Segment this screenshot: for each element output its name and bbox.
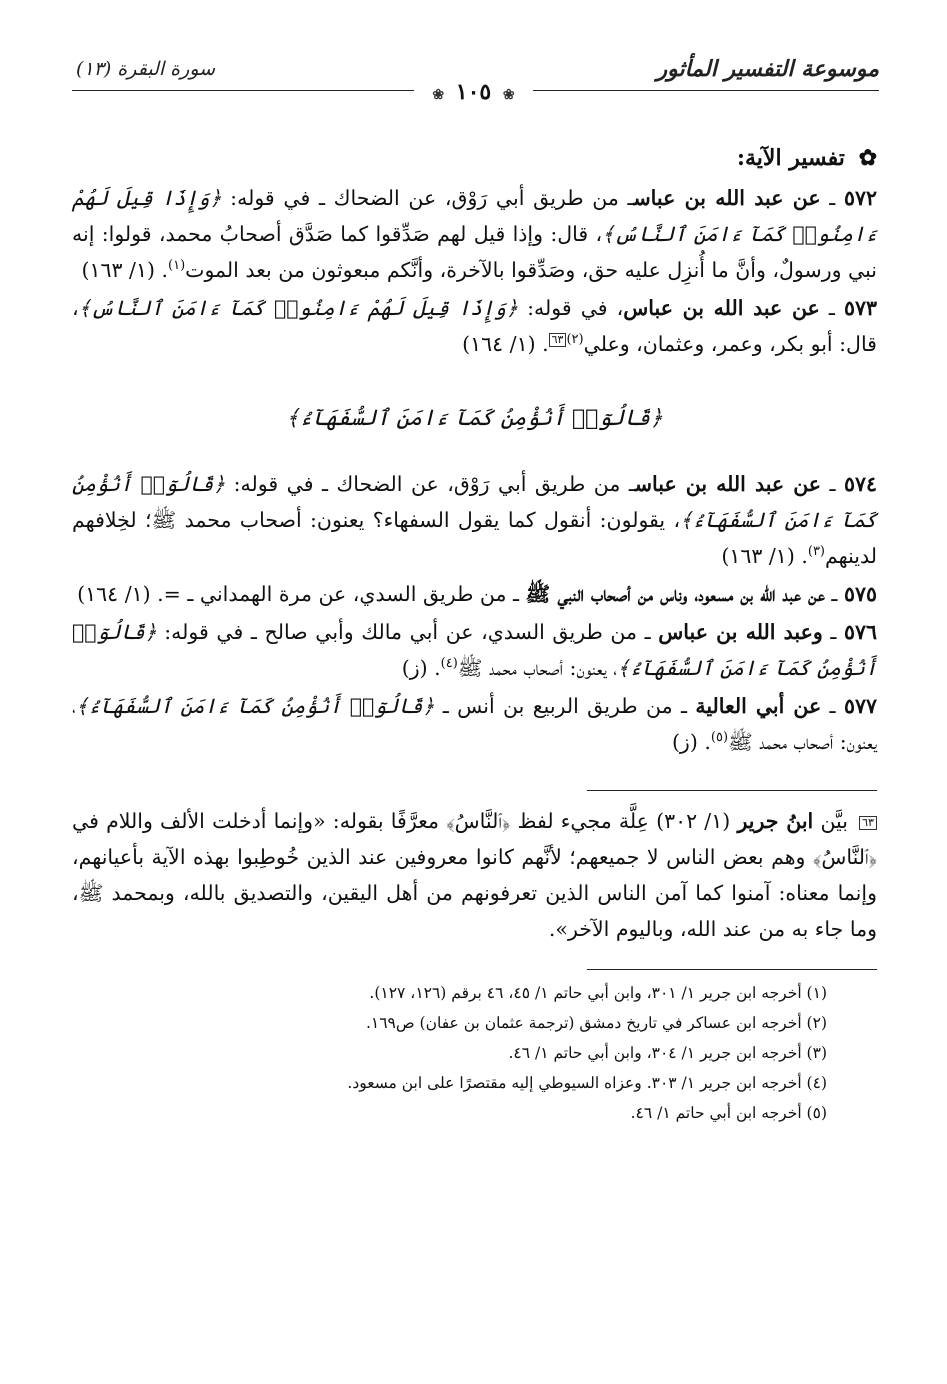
entry-text: ـ من طريق أبي رَوْق، عن الضحاك ـ في قوله: xyxy=(221,186,634,210)
entry-dash: ـ xyxy=(821,694,844,718)
footnote-ref: (٣) xyxy=(807,544,825,560)
footnote: (٢) أخرجه ابن عساكر في تاريخ دمشق (ترجمة عثمان بن عفان) ص١٦٩. xyxy=(365,1014,827,1032)
entry-text: ـ من طريق السدي، عن مرة الهمداني ـ = xyxy=(163,582,526,606)
surah-label: سورة البقرة (١٣) xyxy=(76,58,216,80)
note-number-box: ٦٣ xyxy=(549,333,567,347)
entry-dash: ـ xyxy=(820,186,844,210)
book-title: موسوعة التفسير المأثور xyxy=(656,56,879,82)
entry-dash: ـ xyxy=(824,582,844,606)
section-heading xyxy=(72,140,877,176)
footnote-separator xyxy=(587,969,877,970)
volume-reference: (١/ ١٦٣) xyxy=(721,544,795,568)
hadith-entry xyxy=(72,614,877,686)
volume-reference: (١/ ١٦٤) xyxy=(77,582,151,606)
entry-source: عن عبد الله بن عباس xyxy=(634,472,822,496)
entry-text: ، يعنون: أصحاب محمد ﷺ xyxy=(72,694,877,754)
footnote-ref: (٤) xyxy=(440,656,458,672)
entry-number: ٥٧٢ xyxy=(843,186,877,210)
entry-dot: . xyxy=(535,332,549,356)
quran-quote: ﴿قَالُوٓا۟ أَنُؤْمِنُ كَمَآ ءَامَنَ ٱلسُّفَهَآءُ﴾ xyxy=(75,694,435,718)
hadith-entry xyxy=(72,290,877,362)
footnote: (٥) أخرجه ابن أبي حاتم ١/ ٤٦. xyxy=(630,1104,827,1122)
entry-text: ، قال: أبو بكر، وعمر، وعثمان، وعلي xyxy=(72,296,877,356)
entry-dot: . xyxy=(150,582,164,606)
entry-dot: . xyxy=(427,656,441,680)
entry-dot: . xyxy=(794,544,808,568)
footnote: (٤) أخرجه ابن جرير ١/ ٣٠٣. وعزاه السيوطي إليه مقتصرًا على ابن مسعود. xyxy=(347,1074,827,1092)
entry-text: ، يقولون: أنقول كما يقول السفهاء؟ يعنون: أصحاب محمد ﷺ؛ لخِلافهم لدينهم xyxy=(72,508,877,568)
quran-quote: ﴿قَالُوٓا۟ أَنُؤْمِنُ كَمَآ ءَامَنَ ٱلسُّفَهَآءُ﴾ xyxy=(72,472,877,532)
footnote-ref: (١) xyxy=(168,258,186,274)
ornament-icon: ❀ xyxy=(432,87,445,103)
page-number: ١٠٥ xyxy=(455,79,492,105)
entry-source: عن عبد الله بن مسعود، وناس من أصحاب النبي ﷺ xyxy=(525,582,825,606)
footnote: (٣) أخرجه ابن جرير ١/ ٣٠٤، وابن أبي حاتم ١/ ٤٦. xyxy=(508,1044,827,1062)
volume-reference: (١/ ١٦٤) xyxy=(462,332,536,356)
ornament-icon: ❀ xyxy=(502,87,515,103)
hadith-entry xyxy=(72,180,877,288)
entry-text: ، قال: وإذا قيل لهم صَدِّقوا كما صَدَّق أصحابُ محمد، قولوا: إنه نبي ورسولٌ، وأنَّ ما أُنزِل عليه حق، وصَدِّقوا بالآخرة، وأنَّكم مبعوثون من بعد الموت xyxy=(72,222,877,282)
volume-reference: (ز) xyxy=(401,656,428,680)
quran-quote: ﴿وَإِذَا قِيلَ لَهُمْ ءَامِنُوا۟ كَمَآ ءَامَنَ ٱلنَّاسُ﴾ xyxy=(78,296,519,320)
footnote-ref: (٢) xyxy=(566,332,584,348)
commentary-text: (١/ ٣٠٢) عِلَّة مجيء لفظ ﴿ٱلنَّاسُ﴾ معرَّفًا بقوله: «وإنما أدخلت الألف واللام في ﴿ٱلنَّاسُ﴾ وهم بعض الناس لا جميعهم؛ لأنَّهم كانوا معروفين عند الذين خُوطِبوا بهذه الآية بأعيانهم، وإنما معناه: آمنوا كما آمن الناس الذين تعرفونهم من أهل اليقين، والتصديق بالله، وبمحمد ﷺ، وما جاء به من عند الله، وباليوم الآخر». xyxy=(72,809,877,941)
hadith-entry xyxy=(72,688,877,760)
entry-number: ٥٧٦ xyxy=(843,620,877,644)
entry-source: عن عبد الله بن عباس xyxy=(633,186,821,210)
entry-number: ٥٧٧ xyxy=(843,694,877,718)
entry-text: ـ من طريق أبي رَوْق، عن الضحاك ـ في قوله: xyxy=(225,472,635,496)
entry-source: عن أبي العالية xyxy=(695,694,822,718)
entry-dash: ـ xyxy=(821,472,844,496)
verse-heading: ﴿قَالُوٓا۟ أَنُؤْمِنُ كَمَآ ءَامَنَ ٱلسُّفَهَآءُ﴾ xyxy=(286,406,663,431)
entry-text: ـ من طريق السدي، عن أبي مالك وأبي صالح ـ في قوله: xyxy=(156,620,659,644)
entry-number: ٥٧٥ xyxy=(843,582,877,606)
entry-text: ـ من طريق الربيع بن أنس ـ xyxy=(434,694,696,718)
footnote: (١) أخرجه ابن جرير ١/ ٣٠١، وابن أبي حاتم ١/ ٤٥، ٤٦ برقم (١٢٦، ١٢٧). xyxy=(369,984,827,1002)
commentary-separator xyxy=(587,790,877,791)
page-number-area xyxy=(0,80,947,107)
hadith-entry xyxy=(72,466,877,574)
hadith-entry xyxy=(72,576,877,612)
commentary-source: ابنُ جرير xyxy=(737,809,814,833)
flower-icon: ✿ xyxy=(858,145,877,171)
quran-quote: ﴿وَإِذَا قِيلَ لَهُمْ ءَامِنُوا۟ كَمَآ ءَامَنَ ٱلنَّاسُ﴾ xyxy=(72,186,877,246)
footnotes-list xyxy=(72,978,877,1128)
entry-text: ، في قوله: xyxy=(518,296,624,320)
entries-list xyxy=(72,466,877,760)
entry-dash: ـ xyxy=(822,620,844,644)
entry-source: وعبد الله بن عباس xyxy=(658,620,823,644)
footnote-ref: (٥) xyxy=(710,730,729,746)
volume-reference: (١/ ١٦٣) xyxy=(81,258,155,282)
commentary-lead: بيَّن xyxy=(813,809,848,833)
entry-dot: . xyxy=(154,258,168,282)
main-content xyxy=(72,140,877,1128)
note-number-box: ٦٣ xyxy=(859,816,877,830)
section-heading-text: تفسير الآية: xyxy=(736,145,845,171)
entry-source: عن عبد الله بن عباس xyxy=(623,296,820,320)
entry-dot: . xyxy=(697,730,711,754)
entries-list xyxy=(72,180,877,362)
entry-number: ٥٧٤ xyxy=(843,472,877,496)
page-number-box xyxy=(414,80,532,107)
quran-quote: ﴿قَالُوٓا۟ أَنُؤْمِنُ كَمَآ ءَامَنَ ٱلسُّفَهَآءُ﴾ xyxy=(72,620,877,680)
entry-number: ٥٧٣ xyxy=(843,296,877,320)
entry-text: ، يعنون: أصحاب محمد ﷺ xyxy=(457,656,618,680)
entry-dash: ـ xyxy=(819,296,844,320)
commentary-note xyxy=(72,803,877,947)
volume-reference: (ز) xyxy=(671,730,698,754)
